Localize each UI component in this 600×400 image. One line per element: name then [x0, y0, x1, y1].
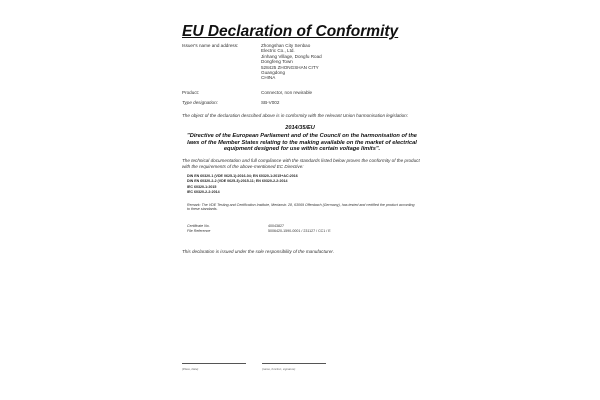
- certificate-label: Certificate No.: [187, 224, 210, 228]
- file-reference-value: 5006420-1590-0001 / 231127 / CC1 / E: [268, 229, 331, 233]
- standard-item: DIN EN 60320-1 (VDE 0625-1):2016-04; EN 60320-1:2015+AC:2016: [187, 174, 298, 178]
- issuer-address-line: Guangdong: [261, 70, 286, 76]
- issuer-address-line: Zhongshan City Senbao: [261, 43, 311, 48]
- issuer-address-line: Jinhang Village, Dongfu Road: [261, 53, 322, 59]
- certification-remark: Remark: The VDE Testing and Certification Institute, Merianstr. 28, 63069 Offenbach (Germany), has tested and certified the product according to these standards.: [187, 203, 415, 212]
- standards-list: [187, 174, 298, 195]
- product-value: Connector, non rewirable: [261, 90, 313, 95]
- responsibility-statement: This declaration is issued under the sole responsibility of the manufacturer.: [182, 249, 335, 254]
- issuer-address-line: Electric Co., Ltd.: [261, 48, 295, 54]
- standard-item: IEC 60320-1:2015: [187, 184, 217, 189]
- issuer-address: [261, 43, 322, 81]
- type-designation-label: Type designation:: [182, 100, 218, 105]
- document-title: EU Declaration of Conformity: [182, 23, 399, 40]
- conformity-statement: The object of the declaration described above is in conformity with the relevant Union harmonisation legislation:: [182, 113, 408, 118]
- certificate-number: 40043827: [268, 224, 284, 228]
- issuer-address-line: 528425 ZHONGSHAN CITY: [261, 64, 319, 70]
- name-signature-line[interactable]: [262, 363, 326, 364]
- directive-title: "Directive of the European Parliament and of the Council on the harmonisation of the laws of the Member States relating to the making available on the market of electrical equipment designed for use within certain voltage limits".: [187, 133, 417, 153]
- issuer-address-line: CHINA: [261, 75, 276, 81]
- file-reference-label: File Reference: [187, 229, 211, 233]
- type-designation-value: SB-V002: [261, 100, 280, 105]
- place-date-signature-line[interactable]: [182, 363, 246, 364]
- place-date-label: (Place, Date): [182, 367, 199, 371]
- issuer-address-line: Dongfeng Town: [261, 59, 293, 65]
- standard-item: DIN EN 60320-2-2 (VDE 0625-3):2015-11; EN 60320-2-2:2014: [187, 179, 288, 184]
- issuer-label: Issuer's name and address:: [182, 43, 239, 48]
- name-function-signature-label: (name, function, signature): [262, 367, 296, 371]
- product-label: Product:: [182, 90, 200, 95]
- directive-number: 2014/35/EU: [285, 125, 315, 131]
- standard-item: IEC 60320-2-2:2014: [187, 189, 220, 194]
- technical-statement: The technical documentation and full compliance with the standards listed below proves the conformity of the product with the requirements of the above-mentioned EC Directive:: [182, 158, 420, 169]
